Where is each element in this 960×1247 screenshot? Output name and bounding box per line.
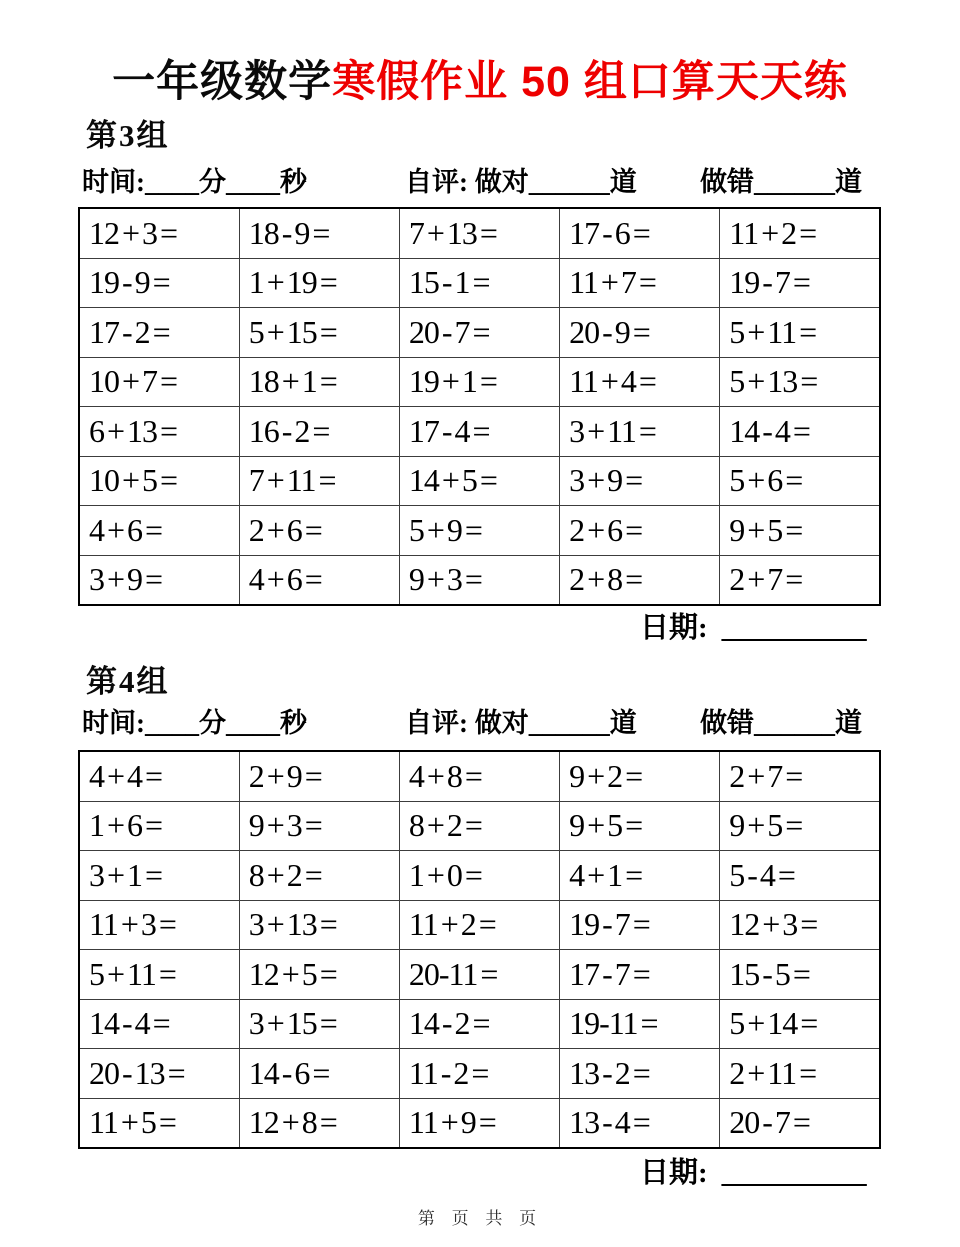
problem-cell: 12 + 3 = — [79, 208, 239, 258]
problem-cell: 11 + 2 = — [399, 900, 559, 950]
problem-cell: 9 + 2 = — [560, 751, 720, 801]
problem-cell: 20 - 7 = — [399, 308, 559, 358]
time-label: 时间: — [82, 708, 145, 738]
problem-cell: 5 + 9 = — [399, 506, 559, 556]
self-eval-correct — [405, 701, 637, 740]
problem-cell: 5 - 4 = — [720, 851, 880, 901]
time-fields — [82, 701, 307, 740]
group-4-problems-table — [78, 750, 881, 1149]
problem-cell: 6 + 13 = — [79, 407, 239, 457]
problem-cell: 11 + 9 = — [399, 1098, 559, 1148]
table-row — [79, 258, 880, 308]
problem-cell: 20-11 = — [399, 950, 559, 1000]
problem-cell: 3 + 1 = — [79, 851, 239, 901]
group-4-date-line — [640, 1150, 867, 1191]
problem-cell: 17 - 4 = — [399, 407, 559, 457]
problem-cell: 2 + 7 = — [720, 555, 880, 605]
table-row — [79, 851, 880, 901]
problem-cell: 3 + 11 = — [560, 407, 720, 457]
problem-cell: 5 + 14 = — [720, 999, 880, 1049]
table-row — [79, 456, 880, 506]
date-blank: __________ — [721, 612, 867, 644]
correct-count-blank: ______ — [528, 708, 610, 738]
dao-label: 道 — [835, 708, 862, 738]
problem-cell: 4 + 6 = — [79, 506, 239, 556]
problem-cell: 8 + 2 = — [239, 851, 399, 901]
problem-cell: 5 + 11 = — [720, 308, 880, 358]
table-row — [79, 208, 880, 258]
problem-cell: 2 + 9 = — [239, 751, 399, 801]
problem-cell: 20 - 13 = — [79, 1049, 239, 1099]
self-eval-label: 自评: 做对 — [405, 167, 529, 197]
wrong-count-blank: ______ — [754, 167, 835, 197]
table-row — [79, 308, 880, 358]
group-4-heading: 第4组 — [86, 664, 170, 699]
problem-cell: 13 - 2 = — [560, 1049, 720, 1099]
problem-cell: 9 + 3 = — [399, 555, 559, 605]
problem-cell: 16 - 2 = — [239, 407, 399, 457]
table-row — [79, 1049, 880, 1099]
minutes-blank: ____ — [145, 167, 199, 197]
problem-cell: 14 - 4 = — [79, 999, 239, 1049]
table-row — [79, 407, 880, 457]
problem-cell: 19 - 7 = — [720, 258, 880, 308]
self-eval-label: 自评: 做对 — [405, 708, 529, 738]
page-title — [0, 48, 960, 109]
problem-cell: 9 + 5 = — [720, 801, 880, 851]
wrong-count-blank: ______ — [754, 708, 835, 738]
group-3-heading: 第3组 — [86, 118, 170, 153]
problem-cell: 7 + 13 = — [399, 208, 559, 258]
problem-cell: 19 - 9 = — [79, 258, 239, 308]
group-3-problems-table — [78, 207, 881, 606]
problem-cell: 2 + 7 = — [720, 751, 880, 801]
wrong-label: 做错 — [700, 167, 754, 197]
problem-cell: 18 - 9 = — [239, 208, 399, 258]
problem-cell: 5 + 11 = — [79, 950, 239, 1000]
date-label: 日期: — [640, 612, 708, 644]
problem-cell: 2 + 6 = — [239, 506, 399, 556]
page-title-black: 一年级数学 — [112, 58, 333, 106]
problem-cell: 5 + 15 = — [239, 308, 399, 358]
dao-label: 道 — [835, 167, 862, 197]
problem-cell: 14 - 4 = — [720, 407, 880, 457]
table-row — [79, 999, 880, 1049]
problem-cell: 1 + 6 = — [79, 801, 239, 851]
problem-cell: 11 + 7 = — [560, 258, 720, 308]
problem-cell: 20 - 7 = — [720, 1098, 880, 1148]
problem-cell: 5 + 6 = — [720, 456, 880, 506]
minutes-blank: ____ — [145, 708, 199, 738]
problem-cell: 17 - 6 = — [560, 208, 720, 258]
group-3-date-line — [640, 605, 867, 646]
problem-cell: 2 + 11 = — [720, 1049, 880, 1099]
problem-cell: 3 + 13 = — [239, 900, 399, 950]
seconds-blank: ____ — [226, 167, 280, 197]
self-eval-correct — [405, 160, 637, 199]
minute-label: 分 — [199, 708, 226, 738]
problem-cell: 1 + 0 = — [399, 851, 559, 901]
second-label: 秒 — [280, 708, 307, 738]
table-row — [79, 1098, 880, 1148]
problem-cell: 17 - 7 = — [560, 950, 720, 1000]
wrong-label: 做错 — [700, 708, 754, 738]
date-blank: __________ — [721, 1157, 867, 1189]
problem-cell: 1 + 19 = — [239, 258, 399, 308]
self-eval-wrong — [700, 160, 862, 199]
table-row — [79, 751, 880, 801]
date-label: 日期: — [640, 1157, 708, 1189]
group-3-time-eval-line — [82, 160, 882, 196]
problem-cell: 11 - 2 = — [399, 1049, 559, 1099]
second-label: 秒 — [280, 167, 307, 197]
problem-cell: 2 + 8 = — [560, 555, 720, 605]
table-row — [79, 900, 880, 950]
table-row — [79, 950, 880, 1000]
problem-cell: 13 - 4 = — [560, 1098, 720, 1148]
problem-cell: 11 + 3 = — [79, 900, 239, 950]
dao-label: 道 — [609, 167, 637, 197]
problem-cell: 3 + 9 = — [79, 555, 239, 605]
time-fields — [82, 160, 307, 199]
problem-cell: 19 + 1 = — [399, 357, 559, 407]
table-row — [79, 555, 880, 605]
problem-cell: 9 + 5 = — [720, 506, 880, 556]
problem-cell: 3 + 9 = — [560, 456, 720, 506]
problem-cell: 2 + 6 = — [560, 506, 720, 556]
problem-cell: 10 + 5 = — [79, 456, 239, 506]
seconds-blank: ____ — [226, 708, 280, 738]
table-row — [79, 357, 880, 407]
problem-cell: 10 + 7 = — [79, 357, 239, 407]
correct-count-blank: ______ — [528, 167, 610, 197]
minute-label: 分 — [199, 167, 226, 197]
problem-cell: 7 + 11 = — [239, 456, 399, 506]
problem-cell: 19-11 = — [560, 999, 720, 1049]
problem-cell: 17 - 2 = — [79, 308, 239, 358]
table-row — [79, 506, 880, 556]
problem-cell: 19 - 7 = — [560, 900, 720, 950]
problem-cell: 8 + 2 = — [399, 801, 559, 851]
problem-cell: 14 - 2 = — [399, 999, 559, 1049]
group-4-time-eval-line — [82, 701, 882, 737]
problem-cell: 11 + 5 = — [79, 1098, 239, 1148]
problem-cell: 14 - 6 = — [239, 1049, 399, 1099]
problem-cell: 3 + 15 = — [239, 999, 399, 1049]
problem-cell: 4 + 4 = — [79, 751, 239, 801]
problem-cell: 12 + 5 = — [239, 950, 399, 1000]
problem-cell: 12 + 8 = — [239, 1098, 399, 1148]
problem-cell: 4 + 1 = — [560, 851, 720, 901]
problem-cell: 11 + 2 = — [720, 208, 880, 258]
problem-cell: 4 + 8 = — [399, 751, 559, 801]
page-footer: 第 页 共 页 — [417, 1209, 543, 1228]
problem-cell: 15 - 1 = — [399, 258, 559, 308]
time-label: 时间: — [82, 167, 145, 197]
self-eval-wrong — [700, 701, 862, 740]
problem-cell: 5 + 13 = — [720, 357, 880, 407]
problem-cell: 15 - 5 = — [720, 950, 880, 1000]
problem-cell: 20 - 9 = — [560, 308, 720, 358]
problem-cell: 14 + 5 = — [399, 456, 559, 506]
page-title-red: 寒假作业 50 组口算天天练 — [332, 58, 848, 106]
problem-cell: 9 + 5 = — [560, 801, 720, 851]
problem-cell: 9 + 3 = — [239, 801, 399, 851]
problem-cell: 4 + 6 = — [239, 555, 399, 605]
problem-cell: 11 + 4 = — [560, 357, 720, 407]
problem-cell: 12 + 3 = — [720, 900, 880, 950]
dao-label: 道 — [609, 708, 637, 738]
problem-cell: 18 + 1 = — [239, 357, 399, 407]
table-row — [79, 801, 880, 851]
